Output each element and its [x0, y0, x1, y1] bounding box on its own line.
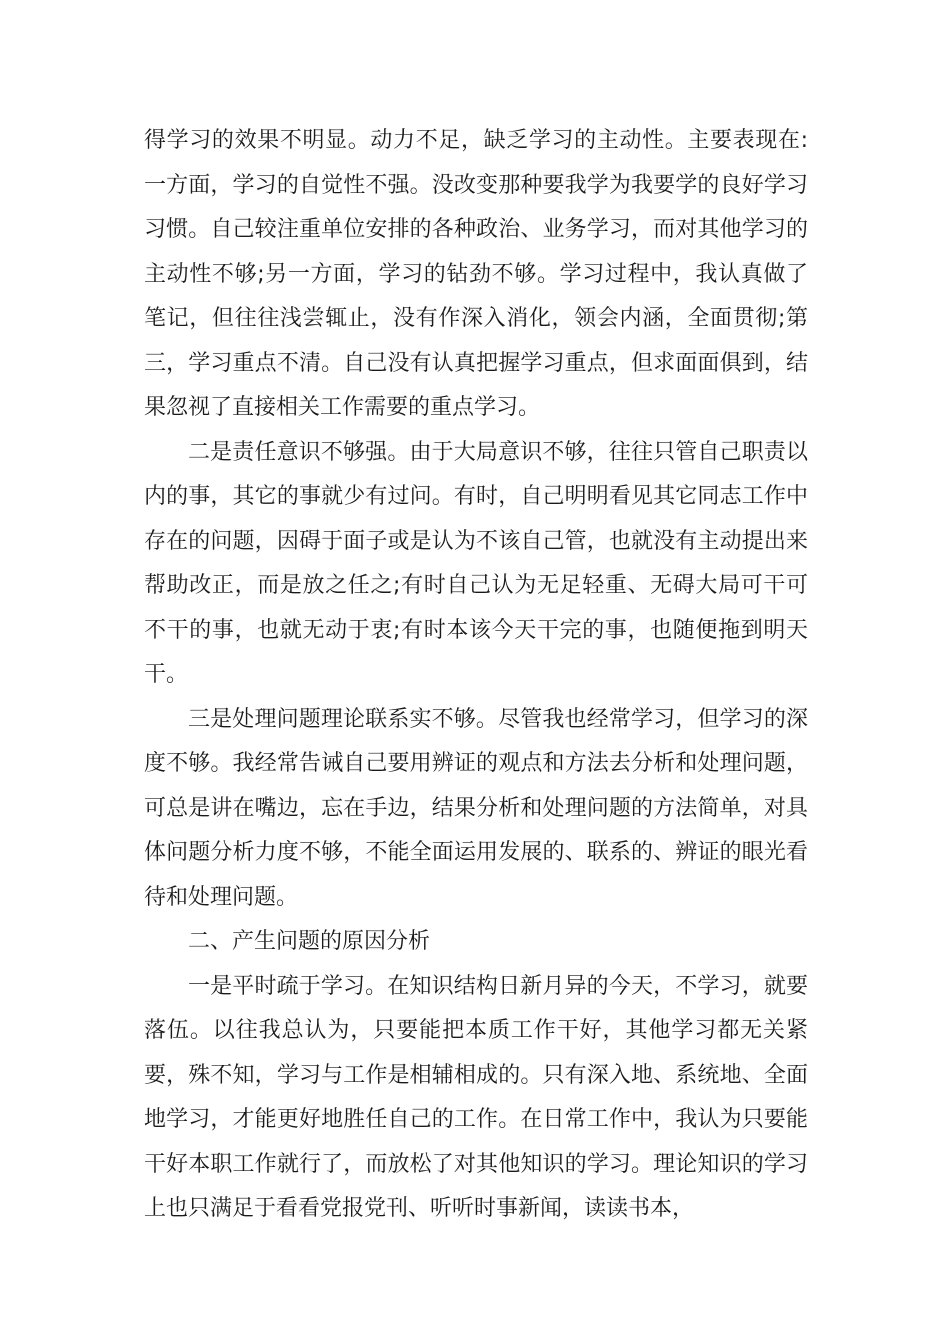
paragraph-study-motivation: 得学习的效果不明显。动力不足，缺乏学习的主动性。主要表现在:一方面，学习的自觉性不强。没改变那种要我学为我要学的良好学习习惯。自己较注重单位安排的各种政治、业务学习，而对其他学习的主动性不够;另一方面，学习的钻劲不够。学习过程中，我认真做了笔记，但往往浅尝辄止，没有作深入消化，领会内涵，全面贯彻;第三，学习重点不清。自己没有认真把握学习重点，但求面面俱到，结果忽视了直接相关工作需要的重点学习。	[144, 128, 808, 420]
section-heading-cause-analysis: 二、产生问题的原因分析	[188, 929, 431, 954]
paragraph-responsibility: 二是责任意识不够强。由于大局意识不够，往往只管自己职责以内的事，其它的事就少有过问。有时，自己明明看见其它同志工作中存在的问题，因碍于面子或是认为不该自己管，也就没有主动提出来帮助改正，而是放之任之;有时自己认为无足轻重、无碍大局可干可不干的事，也就无动于衷;有时本该今天干完的事，也随便拖到明天干。	[144, 439, 808, 687]
document-body	[144, 119, 808, 1232]
paragraph-neglect-study: 一是平时疏于学习。在知识结构日新月异的今天，不学习，就要落伍。以往我总认为，只要能把本质工作干好，其他学习都无关紧要，殊不知，学习与工作是相辅相成的。只有深入地、系统地、全面地学习，才能更好地胜任自己的工作。在日常工作中，我认为只要能干好本职工作就行了，而放松了对其他知识的学习。理论知识的学习上也只满足于看看党报党刊、听听时事新闻，读读书本，	[144, 973, 808, 1221]
paragraph-theory-practice: 三是处理问题理论联系实不够。尽管我也经常学习，但学习的深度不够。我经常告诫自己要用辨证的观点和方法去分析和处理问题，可总是讲在嘴边，忘在手边，结果分析和处理问题的方法简单，对具体问题分析力度不够，不能全面运用发展的、联系的、辨证的眼光看待和处理问题。	[144, 706, 808, 910]
